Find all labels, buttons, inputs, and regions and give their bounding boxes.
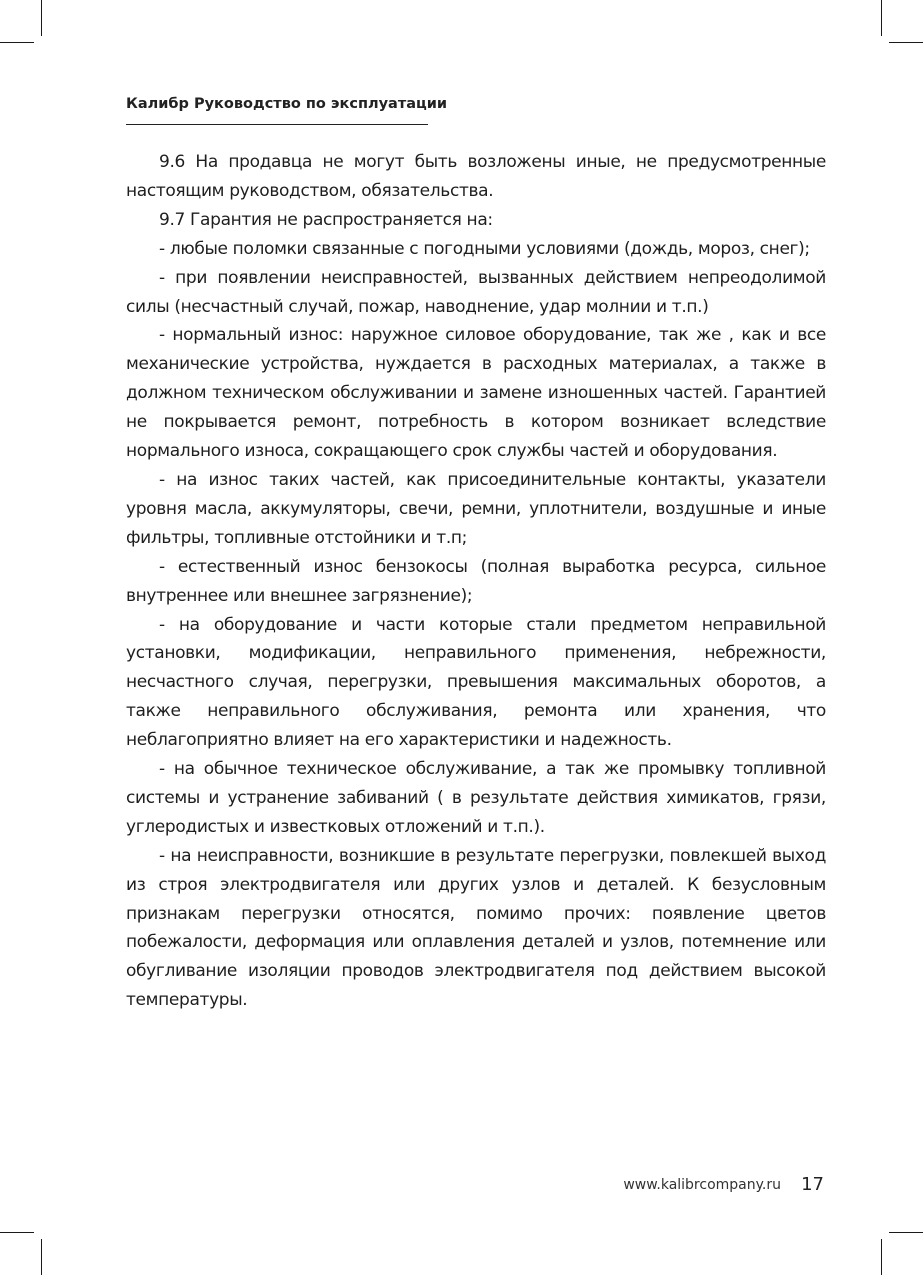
crop-mark-top-right-h — [889, 42, 923, 43]
crop-mark-top-right-v — [881, 0, 882, 36]
list-item-force-majeure: - при появлении неисправностей, вызванных действием непреодолимой силы (несчастный случай, пожар, наводнение, удар молнии и т.п.) — [126, 267, 826, 317]
list-item-improper-use: - на оборудование и части которые стали предметом неправильной установки, модификации, неправильного применения, небрежности, несчастного случая, перегрузки, превышения максимальных оборотов, а также неправильного обслуживания, ремонта или хранения, что неблагоприятно влияет на его характеристики и надежность. — [126, 614, 826, 751]
crop-mark-bottom-left-h — [0, 1232, 34, 1233]
footer-website: www.kalibrcompany.ru — [623, 1177, 781, 1193]
list-item-normal-wear: - нормальный износ: наружное силовое оборудование, так же , как и все механические устройства, нуждается в расходных материалах, а также в должном техническом обслуживании и замене изношенных частей. Гарантией не покрывается ремонт, потребность в котором возникает вследствие нормального износа, сокращающего срок службы частей и оборудования. — [126, 325, 826, 462]
header-rule — [126, 124, 428, 125]
crop-mark-top-left-v — [41, 0, 42, 36]
crop-mark-bottom-right-h — [889, 1232, 923, 1233]
running-header: Калибр Руководство по эксплуатации — [126, 96, 448, 112]
list-item-wear-parts: - на износ таких частей, как присоединительные контакты, указатели уровня масла, аккумуляторы, свечи, ремни, уплотнители, воздушные и иные фильтры, топливные отстойники и т.п; — [126, 469, 826, 548]
crop-mark-bottom-left-v — [41, 1239, 42, 1275]
crop-mark-top-left-h — [0, 42, 34, 43]
list-item-weather: - любые поломки связанные с погодными условиями (дождь, мороз, снег); — [159, 238, 810, 259]
list-item-natural-wear: - естественный износ бензокосы (полная выработка ресурса, сильное внутреннее или внешнее загрязнение); — [126, 556, 826, 606]
crop-mark-bottom-right-v — [881, 1239, 882, 1275]
paragraph-9-7: 9.7 Гарантия не распространяется на: — [159, 209, 493, 230]
body-text — [126, 148, 826, 1015]
list-item-maintenance: - на обычное техническое обслуживание, а так же промывку топливной системы и устранение забиваний ( в результате действия химикатов, грязи, углеродистых и известковых отложений и т.п.). — [126, 759, 826, 837]
list-item-overload: - на неисправности, возникшие в результате перегрузки, повлекшей выход из строя электродвигателя или других узлов и деталей. К безусловным признакам перегрузки относятся, помимо прочих: появление цветов побежалости, деформация или оплавления деталей и узлов, потемнение или обугливание изоляции проводов электродвигателя под действием высокой температуры. — [126, 845, 826, 1011]
paragraph-9-6: 9.6 На продавца не могут быть возложены иные, не предусмотренные настоящим руководством, обязательства. — [126, 152, 826, 201]
page-number: 17 — [801, 1174, 824, 1195]
